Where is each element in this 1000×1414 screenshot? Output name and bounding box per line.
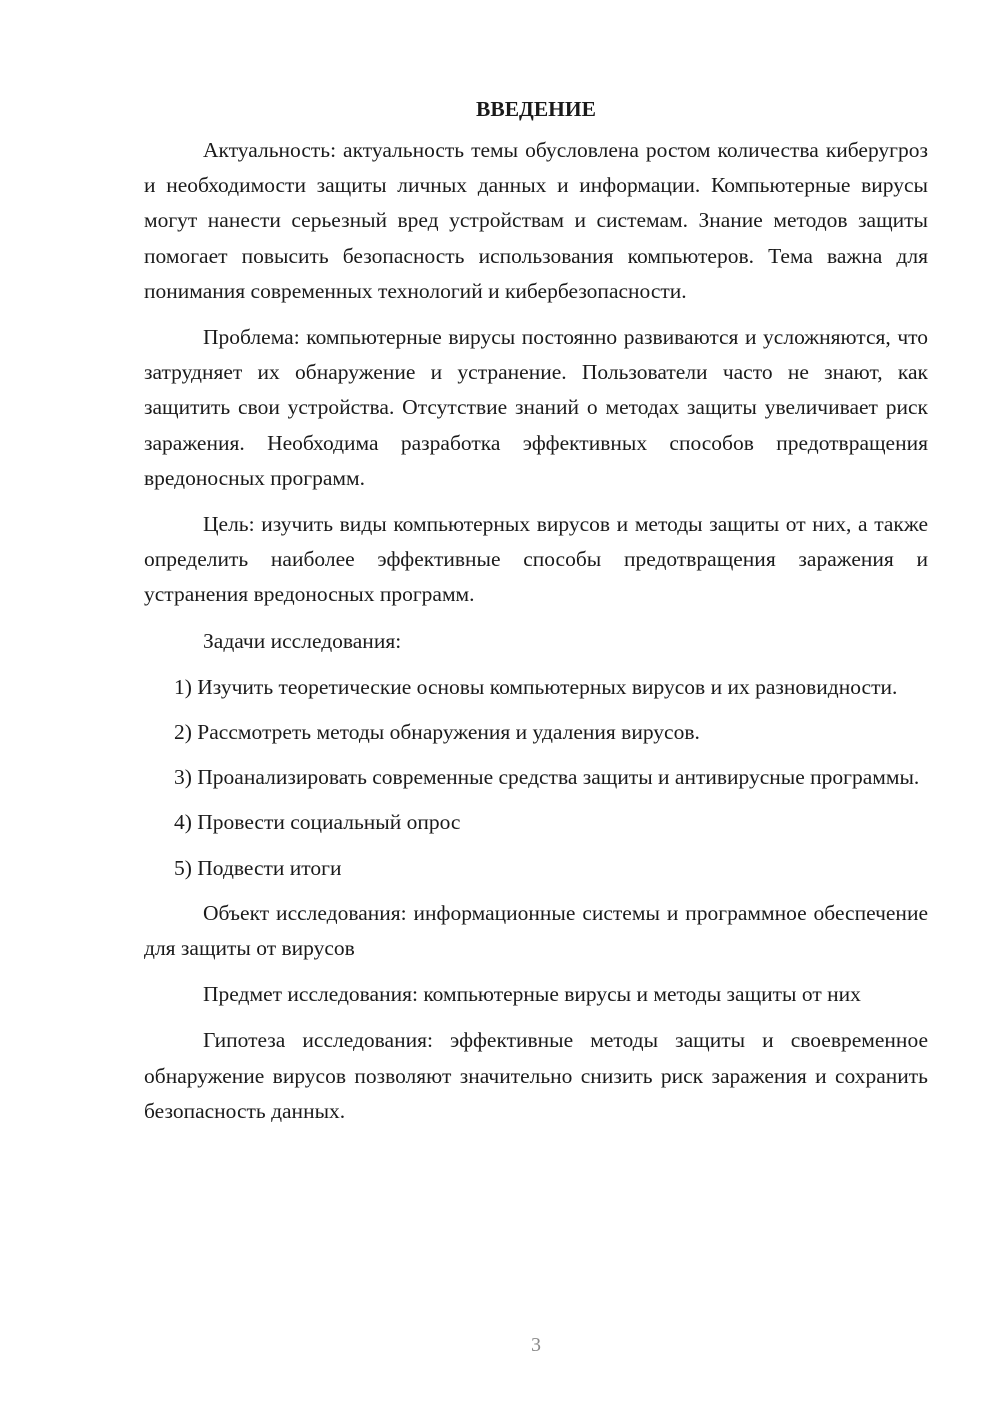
paragraph-problem: Проблема: компьютерные вирусы постоянно развиваются и усложняются, что затрудняет их обнаружение и устранение. Пользователи часто не знают, как защитить свои устройства. Отсутствие знаний о методах защиты увеличивает риск заражения. Необходима разработка эффективных способов предотвращения вредоносных программ. — [144, 325, 928, 490]
page-number: 3 — [531, 1334, 541, 1356]
page-title: ВВЕДЕНИЕ — [476, 97, 596, 121]
paragraph-relevance: Актуальность: актуальность темы обусловлена ростом количества киберугроз и необходимости защиты личных данных и информации. Компьютерные вирусы могут нанести серьезный вред устройствам и системам. Знание методов защиты помогает повысить безопасность использования компьютеров. Тема важна для понимания современных технологий и кибербезопасности. — [144, 138, 928, 303]
paragraph-hypothesis: Гипотеза исследования: эффективные методы защиты и своевременное обнаружение вирусов позволяют значительно снизить риск заражения и сохранить безопасность данных. — [144, 1028, 928, 1123]
task-item-4: 4) Провести социальный опрос — [174, 810, 461, 835]
paragraph-subject: Предмет исследования: компьютерные вирусы и методы защиты от них — [203, 982, 861, 1007]
task-item-3: 3) Проанализировать современные средства защиты и антивирусные программы. — [174, 765, 920, 790]
task-item-2: 2) Рассмотреть методы обнаружения и удаления вирусов. — [174, 720, 700, 745]
task-item-1: 1) Изучить теоретические основы компьютерных вирусов и их разновидности. — [174, 674, 898, 699]
paragraph-tasks-heading: Задачи исследования: — [203, 628, 402, 653]
document-page — [144, 92, 928, 1140]
task-item-5: 5) Подвести итоги — [174, 855, 342, 880]
paragraph-goal: Цель: изучить виды компьютерных вирусов и методы защиты от них, а также определить наиболее эффективные способы предотвращения заражения и устранения вредоносных программ. — [144, 512, 928, 607]
paragraph-object: Объект исследования: информационные системы и программное обеспечение для защиты от вирусов — [144, 900, 928, 961]
